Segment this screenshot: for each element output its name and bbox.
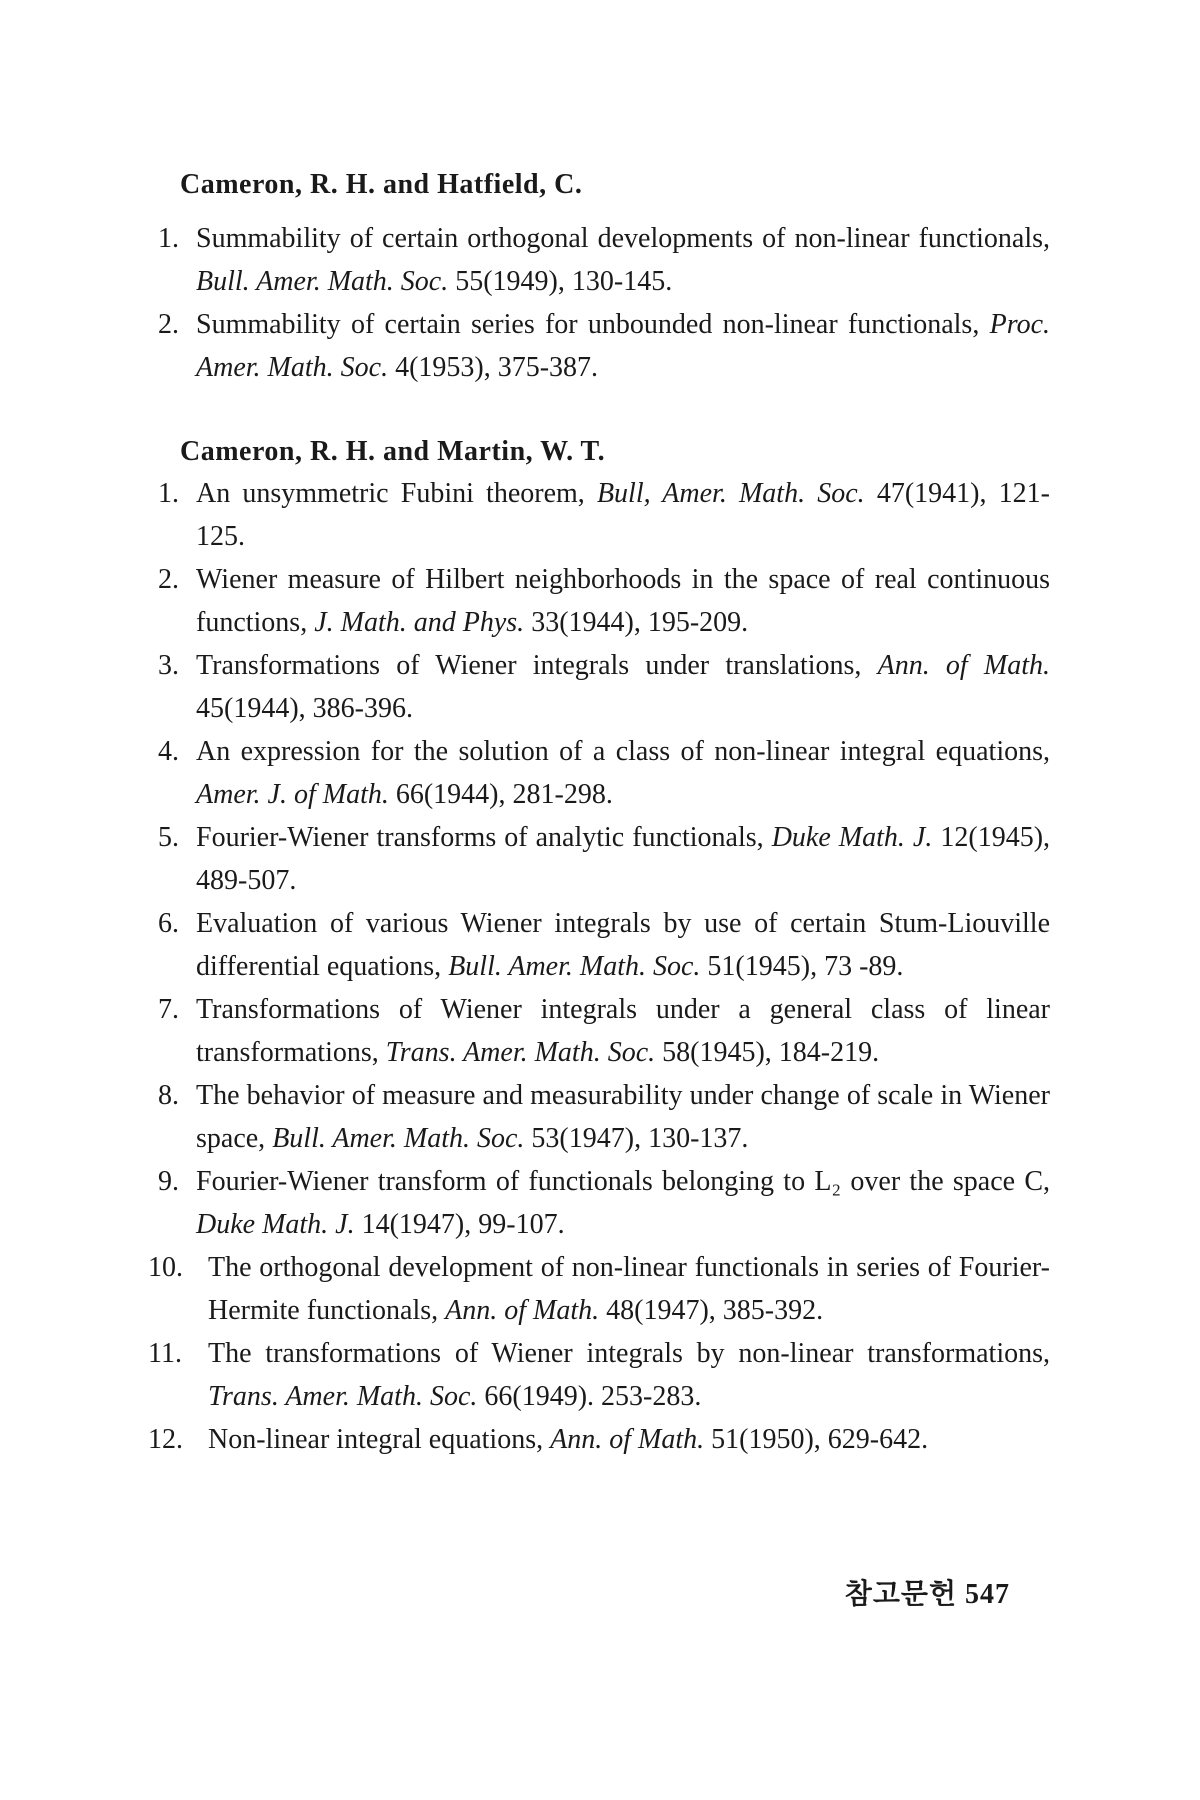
author-heading: Cameron, R. H. and Hatfield, C. [180, 169, 583, 200]
entry-journal: Bull. Amer. Math. Soc. [272, 1123, 525, 1154]
entry-journal: Bull. Amer. Math. Soc. [196, 266, 449, 297]
entry-title: The orthogonal development of non-linear functionals in series of Fourier-Hermite functionals, [208, 1252, 1050, 1326]
entry-title: Summability of certain series for unbounded non-linear functionals, [196, 309, 980, 340]
entry-number: 2. [158, 309, 179, 340]
reference-entry [158, 1074, 1050, 1160]
reference-entry [158, 303, 1050, 389]
reference-entry [148, 1246, 1050, 1332]
author-heading: Cameron, R. H. and Martin, W. T. [180, 436, 606, 467]
entry-journal: J. Math. and Phys. [314, 607, 525, 638]
entry-journal: Ann. of Math. [550, 1424, 705, 1455]
entry-number: 9. [158, 1166, 179, 1197]
entry-number: 5. [158, 822, 179, 853]
entry-title: An expression for the solution of a class of non-linear integral equations, [196, 736, 1050, 767]
entry-ref: 45(1944), 386-396. [196, 693, 413, 724]
reference-entry [158, 730, 1050, 816]
reference-entry [158, 816, 1051, 902]
entry-title: The behavior of measure and measurability under change of scale in Wiener space, [196, 1080, 1050, 1154]
entry-number: 8. [158, 1080, 179, 1111]
entry-ref: 47(1941), 121-125. [196, 478, 1050, 552]
entry-title: Evaluation of various Wiener integrals by use of certain Stum-Liouville differential equations, [196, 908, 1050, 982]
entry-title: Summability of certain orthogonal developments of non-linear functionals, [196, 223, 1050, 254]
reference-entry [158, 902, 1050, 988]
entry-ref: 53(1947), 130-137. [531, 1123, 749, 1154]
entry-number: 12. [148, 1424, 183, 1455]
entry-ref: 66(1949). 253-283. [484, 1381, 702, 1412]
entry-ref: 4(1953), 375-387. [395, 352, 599, 383]
entry-ref: 48(1947), 385-392. [606, 1295, 824, 1326]
reference-entry [148, 1418, 1050, 1461]
entry-journal: Amer. J. of Math. [196, 779, 389, 810]
entry-title: Transformations of Wiener integrals under a general class of linear transformations, [196, 994, 1050, 1068]
entry-title: Non-linear integral equations, [208, 1424, 544, 1455]
reference-section-hatfield [158, 165, 1050, 389]
entry-journal: Bull. Amer. Math. Soc. [448, 951, 701, 982]
entry-title: An unsymmetric Fubini theorem, [196, 478, 585, 509]
reference-entry [148, 1332, 1050, 1418]
entry-ref: 14(1947), 99-107. [361, 1209, 565, 1240]
entry-ref: 55(1949), 130-145. [455, 266, 673, 297]
entry-title: The transformations of Wiener integrals by non-linear transformations, [208, 1338, 1050, 1369]
entry-number: 1. [158, 223, 179, 254]
page-number: 547 [965, 1579, 1010, 1610]
entry-title: Transformations of Wiener integrals under translations, [196, 650, 862, 681]
entry-title: Fourier-Wiener transform of functionals belonging to L₂ over the space C, [196, 1166, 1050, 1197]
reference-section-martin [148, 432, 1051, 1461]
footer-label: 참고문헌 [844, 1577, 957, 1610]
entry-ref: 51(1950), 629-642. [711, 1424, 929, 1455]
entry-number: 6. [158, 908, 179, 939]
entry-journal: Trans. Amer. Math. Soc. [208, 1381, 478, 1412]
entry-title: Fourier-Wiener transforms of analytic functionals, [196, 822, 764, 853]
entry-ref: 58(1945), 184-219. [662, 1037, 880, 1068]
reference-entry [158, 988, 1050, 1074]
entry-title: Wiener measure of Hilbert neighborhoods in the space of real continuous functions, [196, 564, 1050, 638]
entry-number: 1. [158, 478, 179, 509]
entry-number: 11. [148, 1338, 182, 1369]
reference-entry [158, 644, 1050, 730]
page-footer [845, 1572, 1010, 1612]
entry-ref: 33(1944), 195-209. [531, 607, 749, 638]
entry-ref: 51(1945), 73 -89. [707, 951, 904, 982]
entry-number: 7. [158, 994, 179, 1025]
reference-entry [158, 1160, 1050, 1246]
entry-journal: Proc. Amer. Math. Soc. [196, 309, 1050, 383]
entry-number: 10. [148, 1252, 183, 1283]
entry-number: 4. [158, 736, 179, 767]
entry-journal: Trans. Amer. Math. Soc. [385, 1037, 656, 1068]
entry-journal: Bull, Amer. Math. Soc. [596, 478, 865, 509]
reference-entry [158, 472, 1050, 558]
entry-journal: Duke Math. J. [196, 1209, 355, 1240]
entry-ref: 12(1945), 489-507. [196, 822, 1051, 896]
entry-journal: Ann. of Math. [877, 650, 1050, 681]
entry-ref: 66(1944), 281-298. [395, 779, 613, 810]
entry-number: 3. [158, 650, 179, 681]
reference-entry [158, 217, 1050, 303]
entry-journal: Duke Math. J. [771, 822, 933, 853]
reference-entry [158, 558, 1050, 644]
entry-journal: Ann. of Math. [445, 1295, 600, 1326]
entry-number: 2. [158, 564, 179, 595]
